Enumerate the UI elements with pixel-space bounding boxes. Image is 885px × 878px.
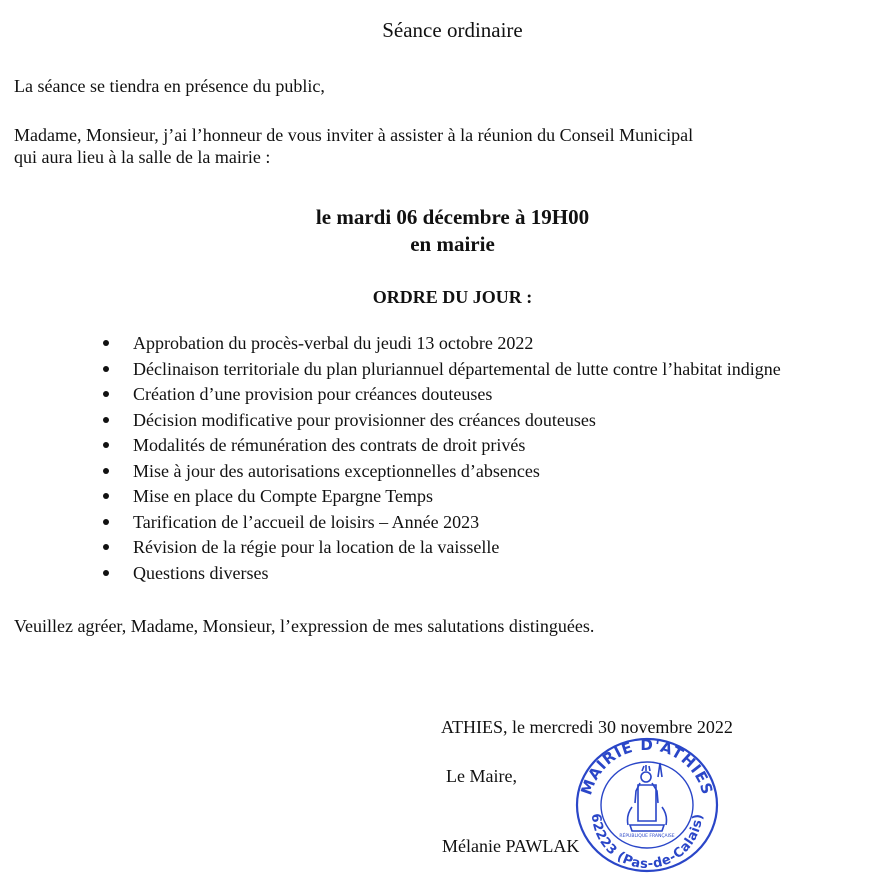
bullet-icon xyxy=(103,570,109,576)
svg-text:MAIRIE D'ATHIES xyxy=(577,736,716,797)
public-session-line: La séance se tiendra en présence du public, xyxy=(14,76,325,96)
agenda-item-text: Questions diverses xyxy=(133,562,269,583)
document-title: Séance ordinaire xyxy=(382,18,523,42)
agenda-item-text: Décision modificative pour provisionner des créances douteuses xyxy=(133,409,596,430)
invitation-line-2: qui aura lieu à la salle de la mairie : xyxy=(14,147,271,167)
stamp-inner-text: RÉPUBLIQUE FRANÇAISE xyxy=(619,834,675,839)
bullet-icon xyxy=(103,519,109,525)
signatory-name: Mélanie PAWLAK xyxy=(442,836,580,856)
bullet-icon xyxy=(103,366,109,372)
stamp-bottom-text: 62223 (Pas-de-Calais) xyxy=(587,812,707,873)
marianne-figure-icon xyxy=(628,763,667,831)
bullet-icon xyxy=(103,544,109,550)
agenda-item-text: Approbation du procès-verbal du jeudi 13 octobre 2022 xyxy=(133,333,534,353)
mairie-stamp-icon xyxy=(572,733,722,873)
bullet-icon xyxy=(103,442,109,448)
agenda-heading: ORDRE DU JOUR : xyxy=(372,287,533,307)
meeting-date: le mardi 06 décembre à 19H00 xyxy=(315,205,590,229)
bullet-icon xyxy=(103,340,109,346)
meeting-place: en mairie xyxy=(410,232,495,256)
agenda-item-text: Révision de la régie pour la location de la vaisselle xyxy=(133,537,500,557)
bullet-icon xyxy=(103,417,109,423)
agenda-item-text: Création d’une provision pour créances douteuses xyxy=(133,384,493,404)
place-and-date: ATHIES, le mercredi 30 novembre 2022 xyxy=(441,717,733,737)
bullet-icon xyxy=(103,391,109,397)
invitation-line-1: Madame, Monsieur, j’ai l’honneur de vous inviter à assister à la réunion du Conseil Municipal xyxy=(14,125,694,145)
bullet-icon xyxy=(103,493,109,499)
agenda-item-text: Modalités de rémunération des contrats de droit privés xyxy=(133,435,526,455)
bullet-icon xyxy=(103,468,109,474)
agenda-item-text: Tarification de l’accueil de loisirs – Année 2023 xyxy=(133,511,480,532)
stamp-top-text: MAIRIE D'ATHIES xyxy=(577,735,717,798)
agenda-item-text: Déclinaison territoriale du plan pluriannuel départemental de lutte contre l’habitat indigne xyxy=(133,358,781,379)
signatory-role: Le Maire, xyxy=(446,766,517,786)
agenda-item-text: Mise à jour des autorisations exceptionnelles d’absences xyxy=(133,460,540,481)
closing-salutation: Veuillez agréer, Madame, Monsieur, l’expression de mes salutations distinguées. xyxy=(14,616,595,636)
agenda-item-text: Mise en place du Compte Epargne Temps xyxy=(133,486,434,506)
